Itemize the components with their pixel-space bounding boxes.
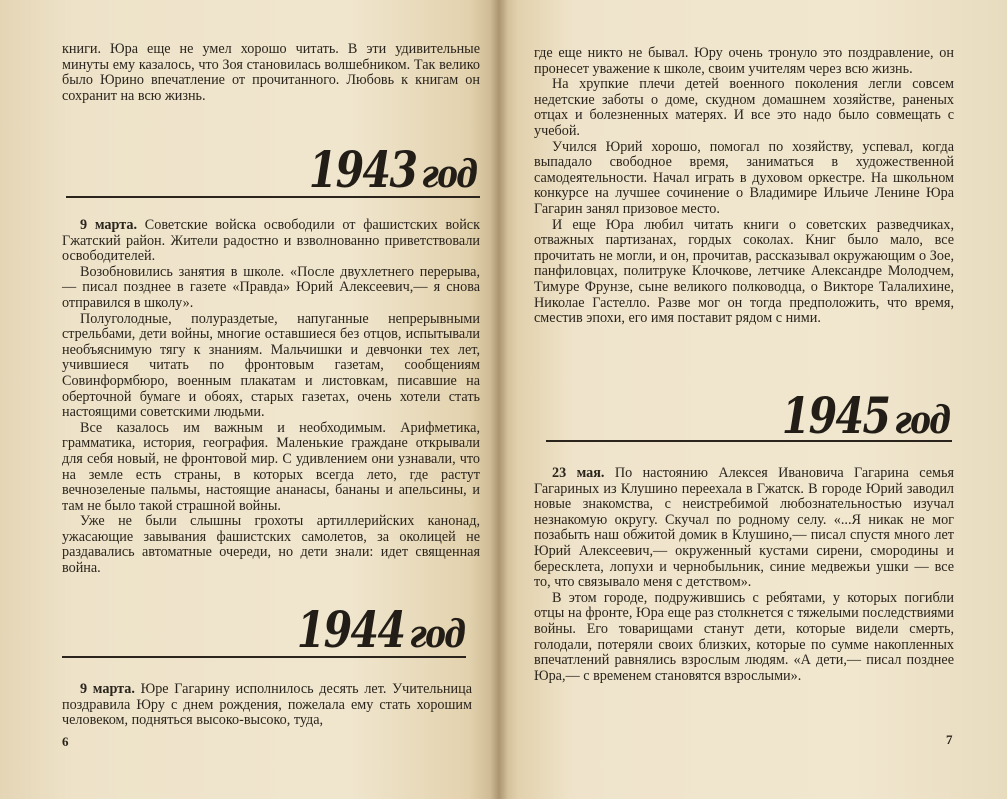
paragraph: [62, 682, 472, 729]
right-section-body: [534, 466, 954, 684]
paragraph: Все казалось им важным и необходимым. Арифметика, грамматика, история, география. Маленькие граждане открывали для себя новый, не фронтовой мир. С удивлением они узнавали, что на земле есть страны, в которых всегда лето, где растут вечнозеленые пальмы, настоящие ананасы, бананы и апельсины, и там не было такой страшной войны.: [62, 419, 480, 514]
paragraph: В этом городе, подружившись с ребятами, у которых погибли отцы на фронте, Юра еще раз столкнется с тяжелыми последствиями войны. Его товарищами станут дети, которые видели смерть, голодали, потеряли своих близких, которые по сумме накопленных впечатлений равнялись взрослым людям. «А дети,— писал позднее Юра,— с временем становятся взрослыми».: [534, 589, 954, 684]
page-number-right: 7: [946, 732, 953, 747]
heading-year: 1944: [296, 600, 405, 659]
paragraph: [62, 218, 480, 265]
paragraph-text: Советские войска освободили от фашистских войск Гжатский район. Жители радостно и взволнованно приветствовали освободителей.: [62, 217, 480, 265]
date-lead: 23 мая.: [552, 465, 605, 481]
paragraph-text: Юре Гагарину исполнилось десять лет. Учительница поздравила Юру с днем рождения, пожелала ему стать хорошим человеком, подняться высоко-высоко, туда,: [62, 681, 472, 729]
heading-year: 1945: [781, 386, 890, 445]
left-intro-paragraph: книги. Юра еще не умел хорошо читать. В эти удивительные минуты ему казалось, что Зоя становилась волшебником. Так велико было Юрино впечатление от прочитанного. Любовь к книгам он сохранит на всю жизнь.: [62, 41, 480, 104]
section-rule-1944: [62, 656, 466, 658]
date-lead: 9 марта.: [80, 217, 137, 233]
book-gutter: [490, 0, 508, 799]
page-number-left: 6: [62, 734, 69, 749]
heading-suffix: год: [893, 397, 949, 442]
heading-suffix: год: [420, 151, 476, 196]
heading-suffix: год: [408, 611, 464, 656]
date-lead: 9 марта.: [80, 681, 135, 697]
paragraph: Полуголодные, полураздетые, напуганные непрерывными стрельбами, дети войны, многие оставшиеся без отцов, испытывали необъяснимую тягу к знаниям. Мальчишки и девчонки тех лет, учившиеся читать по фронтовым газетам, сообщениям Совинформбюро, военным плакатам и листовкам, писавшие на оберточной бумаге и обоях, старых газетах, очень хотели стать настоящими советскими людьми.: [62, 310, 480, 421]
section-heading-1944: [296, 600, 464, 659]
left-intro-block: [62, 42, 480, 104]
left-section1-body: [62, 218, 480, 577]
paragraph: Возобновились занятия в школе. «После двухлетнего перерыва,— писал позднее в газете «Правда» Юрий Алексеевич,— я снова отправился в школу».: [62, 263, 480, 311]
right-intro-block: [534, 46, 954, 327]
paragraph: Уже не были слышны грохоты артиллерийских канонад, ужасающие завывания фашистских самолетов, за околицей не раздавались автоматные очереди, но дети знали: идет священная война.: [62, 513, 480, 577]
paragraph: И еще Юра любил читать книги о советских разведчиках, отважных партизанах, гордых соколах. Книг было мало, все прочитать не могли, и он, прочитав, рассказывал окружающим о Зое, панфиловцах, политруке Клочкове, летчике Александре Молодчем, Тимуре Фрунзе, сыне великого полководца, о Викторе Талалихине, Николае Гастелло. Разве мог он тогда предположить, что время, сместив эпохи, его имя поставит рядом с ними.: [534, 216, 954, 327]
paragraph: где еще никто не бывал. Юру очень тронуло это поздравление, он пронесет уважение к школе, своим учителям через всю жизнь.: [534, 45, 954, 77]
paragraph: [534, 466, 954, 591]
right-page: [498, 0, 1007, 799]
paragraph-text: По настоянию Алексея Ивановича Гагарина семья Гагариных из Клушино переехала в Гжатск. В городе Юрий заводил новые знакомства, с неистребимой любознательностью изучал незнакомую округу. Скучал по родному селу. «...Я никак не мог позабыть наш обжитой домик в Клушино,— писал спустя много лет Юрий Алексеевич,— окруженный кустами сирени, смородины и бересклета, лопухи и чернобыльник, синие медвежьи ушки — все то, что связывало меня с детством».: [534, 465, 954, 591]
paragraph: Учился Юрий хорошо, помогал по хозяйству, успевал, когда выпадало свободное время, заниматься в художественной самодеятельности. Начал играть в духовом оркестре. На школьном конкурсе на лучшее сочинение о Владимире Ильиче Ленине Юра Гагарин занял призовое место.: [534, 138, 954, 217]
section-heading-1945: [781, 386, 949, 445]
left-page: [0, 0, 498, 799]
section-heading-1943: [308, 140, 476, 199]
section-rule-1945: [546, 440, 952, 442]
section-rule-1943: [66, 196, 480, 198]
heading-year: 1943: [308, 140, 417, 199]
paragraph: На хрупкие плечи детей военного поколения легли совсем недетские заботы о доме, скудном домашнем хозяйстве, раненых отцах и болезненных матерях. И все это надо было совмещать с учебой.: [534, 76, 954, 139]
left-section2-body: [62, 682, 472, 729]
